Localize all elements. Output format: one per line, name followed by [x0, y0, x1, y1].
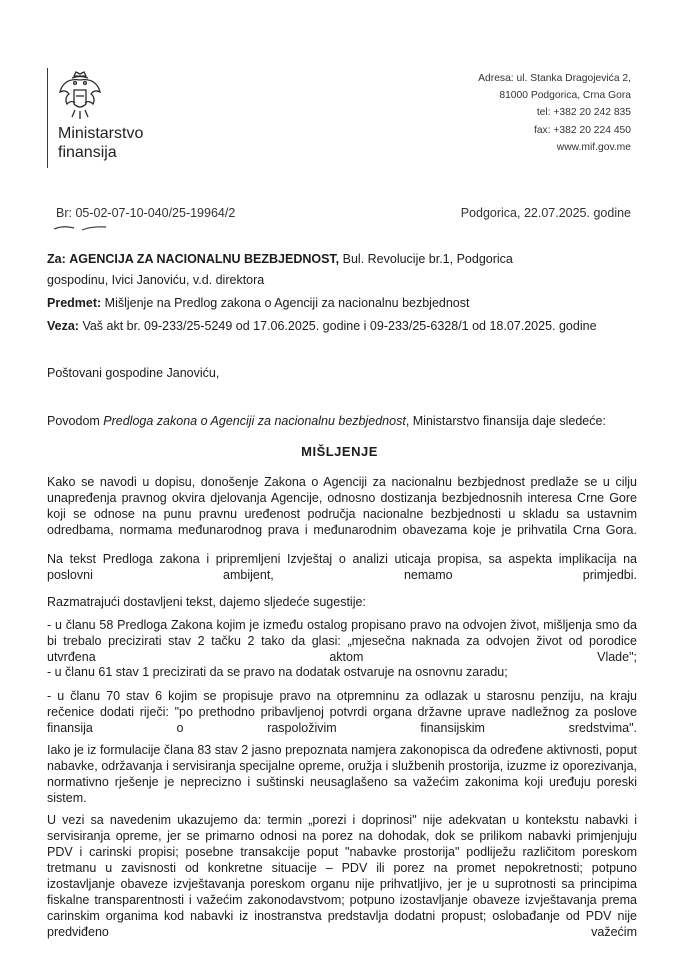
address-city: 81000 Podgorica, Crna Gora [499, 90, 631, 102]
suggestion-article-70: - u članu 70 stav 6 kojim se propisuje pravo na otpremninu za odlazak u starosnu penziju, na kraju rečenice dodati riječi: "po prethodno pribavljenoj potvrdi organa državne uprave nadležnog za poslove finansija o raspoloživim finansijskim sredstvima". [47, 689, 637, 735]
salutation: Poštovani gospodine Janoviću, [47, 366, 220, 380]
ministry-name-line2: finansija [58, 144, 117, 161]
subject-text: Mišljenje na Predlog zakona o Agenciji za nacionalnu bezbjednost [101, 296, 470, 310]
opinion-title: MIŠLJENJE [301, 444, 378, 459]
paragraph-1: Kako se navodi u dopisu, donošenje Zakona o Agenciji za nacionalnu bezbjednost predlaže se u cilju unapređenja pravnog okvira djelovanja Agencije, odnosno dostizanja bezbjednosnih interesa Crne Gore koji se odnose na punu pravnu uređenost područja nacionalne bezbjednosti u skladu sa ustavnim odredbama, normama međunarodnog prava i međunarodnim obavezama koje je prihvatila Crna Gora. [47, 475, 637, 537]
suggestion-article-58: - u članu 58 Predloga Zakona kojim je između ostalog propisano pravo na odvojen život, mišljenja smo da bi trebalo precizirati stav 2 tačku 2 tako da glasi: „mjesečna naknada za odvojen život od porodice utvrđena aktom Vlade"; [47, 618, 637, 664]
recipient-person: gospodinu, Ivici Janoviću, v.d. direktora [47, 273, 265, 287]
reference-number: Br: 05-02-07-10-040/25-19964/2 [56, 206, 236, 220]
intro-before: Povodom [47, 414, 104, 428]
link-text: Vaš akt br. 09-233/25-5249 od 17.06.2025. godine i 09-233/25-6328/1 od 18.07.2025. godine [78, 319, 597, 333]
intro-italic: Predloga zakona o Agenciji za nacionalnu bezbjednost [103, 414, 406, 428]
recipient-address: Bul. Revolucije br.1, Podgorica [339, 252, 513, 266]
coat-of-arms-icon [58, 70, 102, 124]
paragraph-tax-remarks: U vezi sa navedenim ukazujemo da: termin „porezi i doprinosi" nije adekvatan u kontekstu nabavki i servisiranja opreme, jer se primarno odnosi na porez na dohodak, dok se prilikom nabavki primjenjuju PDV i carinski propisi; posebne transakcije poput "nabavke prostorija" podliježu različitom poreskom tretmanu u zavisnosti od konkretne situacije – PDV ili porez na promet nepokretnosti; potpuno izostavljanje obaveze izvještavanja poreskom organu nije prihvatljivo, jer je u suprotnosti sa principima fiskalne transparentnosti i važećim zakonodavstvom; potpuno izostavljanje obaveze izvještavanja prema carinskim organima kod nabavki iz inostranstva predstavlja dodatni propust; oslobađanje od PDV nije predviđeno važećim [47, 813, 637, 939]
subject-line [47, 296, 647, 310]
link-label: Veza: [47, 319, 79, 333]
handwritten-mark-icon [52, 223, 108, 233]
recipient-name: AGENCIJA ZA NACIONALNU BEZBJEDNOST, [69, 252, 340, 266]
paragraph-3: Razmatrajući dostavljeni tekst, dajemo sljedeće sugestije: [47, 595, 366, 609]
letterhead-divider [47, 68, 48, 168]
ministry-name [58, 124, 143, 162]
intro-after: , Ministarstvo finansija daje sledeće: [405, 414, 606, 428]
paragraph-2: Na tekst Predloga zakona i pripremljeni Izvještaj o analizi uticaja propisa, sa aspekta implikacija na poslovni ambijent, nemamo primjedbi. [47, 552, 637, 582]
address-street: Adresa: ul. Stanka Dragojevića 2, [478, 73, 631, 84]
address-phone: tel: +382 20 242 835 [536, 107, 631, 119]
link-line [47, 319, 647, 333]
paragraph-article-83: Iako je iz formulacije člana 83 stav 2 jasno prepoznata namjera zakonopisca da određene aktivnosti, poput nabavke, održavanja i servisiranja specijalne opreme, oružja i službenih prostorija, izuzme iz oporezivanja, normativno rješenje je neprecizno i suštinski neusaglašeno sa važećim zakonima koji uređuju poreski sistem. [47, 743, 637, 805]
to-label: Za: [47, 252, 66, 266]
recipient-line [47, 252, 647, 266]
address-fax: fax: +382 20 224 450 [533, 124, 631, 136]
address-website[interactable]: www.mif.gov.me [556, 141, 631, 153]
address-block [478, 70, 631, 156]
intro-line [47, 414, 647, 428]
ministry-name-line1: Ministarstvo [58, 125, 144, 142]
suggestion-article-61: - u članu 61 stav 1 precizirati da se pravo na dodatak ostvaruje na osnovnu zaradu; [47, 665, 508, 679]
subject-label: Predmet: [47, 296, 102, 310]
place-date: Podgorica, 22.07.2025. godine [460, 206, 631, 220]
